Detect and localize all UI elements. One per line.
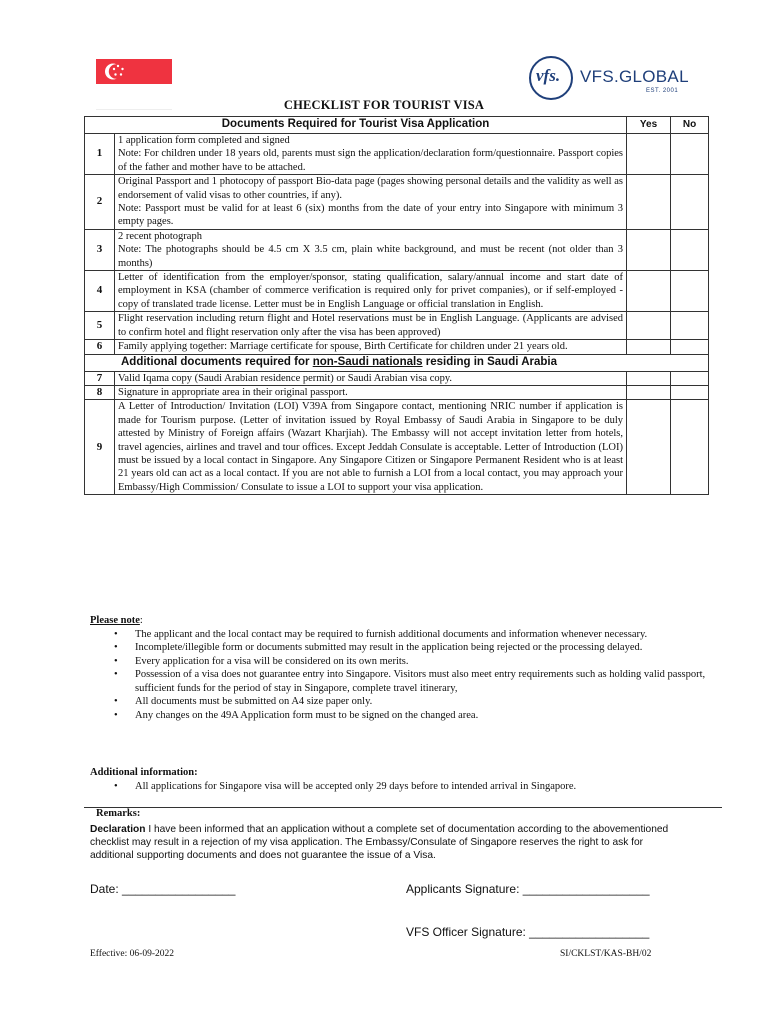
list-item-text: Possession of a visa does not guarantee entry into Singapore. Visitors must also meet entry requirements such as holding valid passport, sufficient funds for the period of stay in Singapore, complete travel itinerary, [135,669,706,694]
no-column-header: No [671,117,709,134]
bullet-icon: • [114,642,118,653]
yes-checkbox-cell[interactable] [627,400,671,495]
bullet-icon: • [114,655,118,667]
crescent-stars-icon [96,59,172,84]
table-header-row [85,117,709,134]
no-checkbox-cell[interactable] [671,312,709,340]
list-item [90,780,710,794]
declaration [90,823,680,862]
table-row [85,271,709,312]
checklist-table [84,116,709,495]
requirement-line: 1 application form completed and signed [118,135,290,146]
additional-info-section [90,766,710,793]
date-field: Date: _________________ [90,882,236,896]
additional-info-title: Additional information: [90,767,198,778]
yes-checkbox-cell[interactable] [627,229,671,270]
remarks-title: Remarks: [96,808,141,819]
yes-checkbox-cell[interactable] [627,312,671,340]
list-item [90,641,710,655]
list-item-text: All applications for Singapore visa will be accepted only 29 days before to intended arrival in Singapore. [135,780,577,792]
please-note-section: Please note: • The applicant and the local contact may be required to furnish additional documents and information whenever necessary. • Incomplete/illegible form or documents submitted may result in the application being rejected or the processing delayed. • Every application for a visa will be considered on its own merits. • Possession of a visa does not guarantee entry into Singapore. Visitors must also meet entry requirements such as holding valid passport, sufficient funds for the period of stay in Singapore, complete travel itinerary, • All documents must be submitted on A4 size paper only. • Any changes on the 49A Application form must to be signed on the changed area. [90,614,710,722]
no-checkbox-cell[interactable] [671,385,709,399]
table-row [85,229,709,270]
document-code: SI/CKLST/KAS-BH/02 [560,949,652,959]
row-number: 1 [85,134,115,175]
requirement-line: Letter of identification from the employer/sponsor, stating qualification, salary/annual income and start date of employment in KSA (chamber of commerce verification is required only for privet companies), or if self-employed - copy of translated trade license. Letter must be in English Language or official translation in English. [118,272,624,310]
row-number: 2 [85,175,115,230]
no-checkbox-cell[interactable] [671,371,709,385]
list-item [90,695,710,709]
requirement-text [115,134,627,175]
list-item [90,668,710,695]
requirement-line: Signature in appropriate area in their original passport. [118,386,348,398]
table-heading: Documents Required for Tourist Visa Application [85,117,627,134]
no-checkbox-cell[interactable] [671,134,709,175]
requirement-text [115,385,627,399]
divider [84,807,722,808]
list-item [90,628,710,642]
heading-underlined: non-Saudi nationals [312,355,423,368]
requirement-line: A Letter of Introduction/ Invitation (LOI) V39A from Singapore contact, mentioning NRIC number if application is made for Tourism purpose. (Letter of invitation issued by Royal Embassy of Saudi Arabia in Singapore to be duly attested by Ministry of Foreign affairs (Wazart Kharjiah). The Embassy will not accept invitation letter from hotels, travel agencies, airlines and travel and tour offices. Except Jeddah Consulate is acceptable. Letter of Introduction (LOI) must be issued by a local contact in Singapore. Any Singapore Citizen or Singapore Permanent Resident who is at least 21 years old can act as a local contact. If you are not able to furnish a LOI from a local contact, you may approach your Embassy/High Commission/ Consulate to issue a LOI to support your visa application. [118,401,624,493]
bullet-icon: • [114,780,118,792]
list-item [90,709,710,723]
row-number: 5 [85,312,115,340]
bullet-icon: • [114,696,118,707]
requirement-line: Note: Passport must be valid for at least 6 (six) months from the date of your entry into Singapore with minimum 3 empty pages. [118,203,624,228]
please-note-title: Please note [90,615,140,626]
table-row [85,340,709,354]
requirement-text [115,312,627,340]
table-row [85,371,709,385]
row-number: 6 [85,340,115,354]
requirement-line: Note: For children under 18 years old, parents must sign the application/declaration form/questionnaire. Passport copies of the father and mother have to be attached. [118,148,624,173]
table-row [85,134,709,175]
row-number: 3 [85,229,115,270]
list-item-text: All documents must be submitted on A4 size paper only. [135,696,373,707]
yes-checkbox-cell[interactable] [627,134,671,175]
requirement-text [115,271,627,312]
page-title: CHECKLIST FOR TOURIST VISA [283,98,485,112]
requirement-text [115,175,627,230]
additional-docs-heading [85,354,709,371]
requirement-text [115,371,627,385]
logo-sub: EST. 2001 [646,88,679,94]
row-number: 7 [85,371,115,385]
no-checkbox-cell[interactable] [671,271,709,312]
no-checkbox-cell[interactable] [671,229,709,270]
yes-checkbox-cell[interactable] [627,271,671,312]
yes-checkbox-cell[interactable] [627,385,671,399]
logo-mark: vfs. [536,66,561,85]
list-item [90,655,710,669]
requirement-text [115,229,627,270]
table-row [85,385,709,399]
vfs-officer-signature-field: VFS Officer Signature: __________________ [406,925,650,939]
no-checkbox-cell[interactable] [671,175,709,230]
requirement-line: Original Passport and 1 photocopy of passport Bio-data page (pages showing personal details and the validity as well as endorsement of valid visas to other countries, if any). [118,176,624,201]
applicant-signature-field: Applicants Signature: ___________________ [406,882,650,896]
please-note-list [90,628,710,723]
heading-part: Additional documents required for [121,355,313,368]
effective-date: Effective: 06-09-2022 [90,949,174,959]
yes-checkbox-cell[interactable] [627,371,671,385]
additional-info-list [90,780,710,794]
list-item-text: Any changes on the 49A Application form must to be signed on the changed area. [135,709,479,721]
flag-red-band [96,59,172,84]
bullet-icon: • [114,669,118,680]
list-item-text: Every application for a visa will be considered on its own merits. [135,655,409,667]
table-row [85,312,709,340]
yes-column-header: Yes [627,117,671,134]
row-number: 4 [85,271,115,312]
requirement-line: Family applying together: Marriage certificate for spouse, Birth Certificate for children under 21 years old. [118,341,568,353]
table-row [85,175,709,230]
no-checkbox-cell[interactable] [671,340,709,354]
row-number: 8 [85,385,115,399]
requirement-line: Valid Iqama copy (Saudi Arabian residence permit) or Saudi Arabian visa copy. [118,372,453,384]
requirement-line: Note: The photographs should be 4.5 cm X 3.5 cm, plain white background, and must be recent (not older than 3 months) [118,244,624,269]
list-item-text: Incomplete/illegible form or documents submitted may result in the application being rejected or the processing delayed. [135,642,643,653]
vfs-global-logo [528,54,698,102]
bullet-icon: • [114,628,118,640]
requirement-line: Flight reservation including return flight and Hotel reservations must be in English Language. (Applicants are advised to confirm hotel and flight reservation only after the visa has been approved) [118,313,624,338]
requirement-text [115,400,627,495]
heading-part: residing in Saudi Arabia [422,355,557,368]
additional-docs-header-row [85,354,709,371]
declaration-label: Declaration [90,824,146,835]
declaration-text: I have been informed that an application without a complete set of documentation according to the abovementioned checklist may result in a rejection of my visa application. The Embassy/Consulate of Singapore reserves the right to ask for additional supporting documents and does not guarantee the issue of a Visa. [90,824,669,861]
yes-checkbox-cell[interactable] [627,175,671,230]
yes-checkbox-cell[interactable] [627,340,671,354]
logo-text: VFS.GLOBAL [580,67,689,86]
row-number: 9 [85,400,115,495]
table-row [85,400,709,495]
list-item-text: The applicant and the local contact may be required to furnish additional documents and information whenever necessary. [135,628,648,640]
bullet-icon: • [114,709,118,721]
requirement-text [115,340,627,354]
requirement-line: 2 recent photograph [118,230,202,242]
no-checkbox-cell[interactable] [671,400,709,495]
